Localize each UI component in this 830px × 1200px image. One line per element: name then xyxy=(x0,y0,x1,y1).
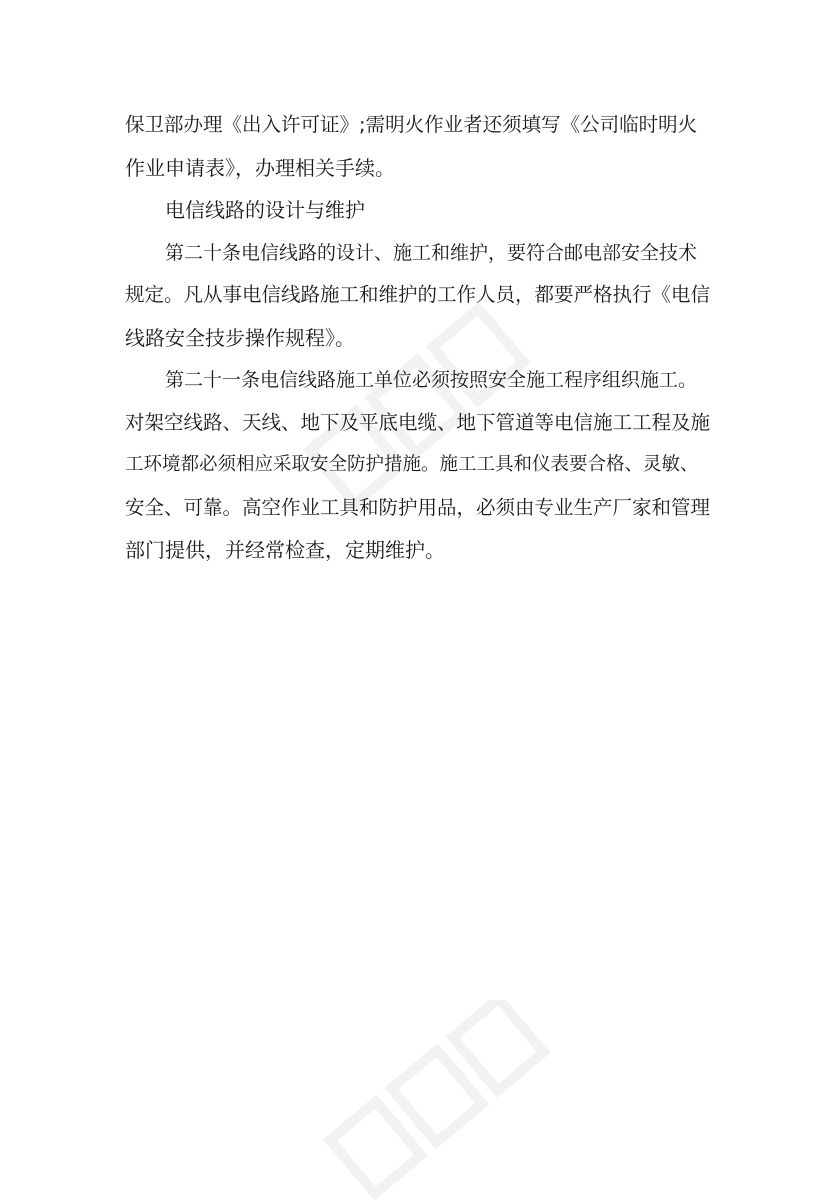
document-body xyxy=(125,104,710,572)
paragraph-line: 作业申请表》，办理相关手续。 xyxy=(125,155,395,180)
paragraph-line: 保卫部办理《出入许可证》;需明火作业者还须填写《公司临时明火 xyxy=(125,113,698,136)
section-heading: 电信线路的设计与维护 xyxy=(165,198,365,222)
watermark-logo-bottom xyxy=(290,1000,590,1200)
paragraph-line: 第二十一条电信线路施工单位必须按照安全施工程序组织施工。 xyxy=(165,369,698,391)
paragraph-line: 工环境都必须相应采取安全防护措施。施工工具和仪表要合格、灵敏、 xyxy=(125,454,699,475)
paragraph-line: 对架空线路、天线、地下及平底电缆、地下管道等电信施工工程及施 xyxy=(125,410,711,434)
paragraph-line: 部门提供，并经常检查，定期维护。 xyxy=(125,538,445,562)
paragraph-line: 安全、可靠。高空作业工具和防护用品，必须由专业生产厂家和管理 xyxy=(125,495,711,519)
paragraph-line: 规定。凡从事电信线路施工和维护的工作人员，都要严格执行《电信 xyxy=(125,283,711,306)
paragraph-line: 线路安全技步操作规程》。 xyxy=(125,325,355,350)
paragraph-line: 第二十条电信线路的设计、施工和维护，要符合邮电部安全技术 xyxy=(165,241,698,264)
